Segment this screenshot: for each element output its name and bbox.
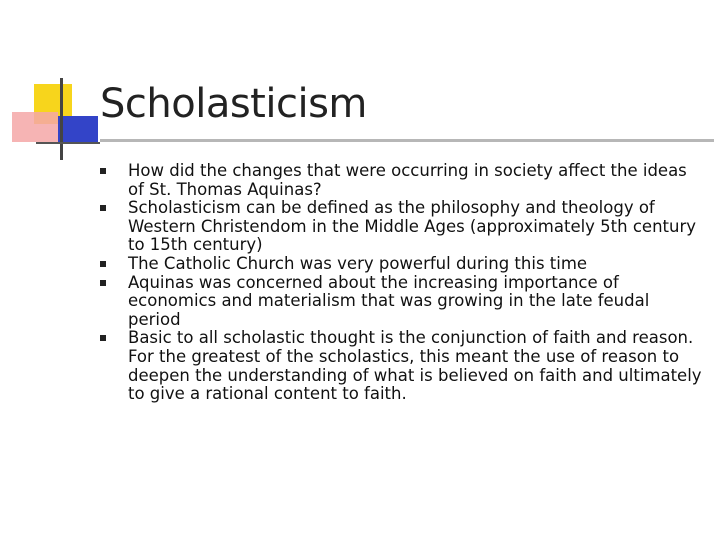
bullet-item-3 xyxy=(100,255,704,274)
decorative-horizontal-line xyxy=(36,142,100,144)
bullet-text: Aquinas was concerned about the increasing importance of economics and materialism that was growing in the late feudal period xyxy=(128,272,650,329)
bullet-item-1 xyxy=(100,162,704,199)
slide-title: Scholasticism xyxy=(100,81,367,127)
decorative-red-square xyxy=(12,112,58,142)
title-rule xyxy=(100,139,714,142)
bullet-text: Basic to all scholastic thought is the conjunction of faith and reason. For the greatest of the scholastics, this meant the use of reason to deepen the understanding of what is believed on faith and ultimately to give a rational content to faith. xyxy=(128,328,702,404)
bullet-item-4 xyxy=(100,274,704,330)
square-bullet-icon xyxy=(100,168,106,174)
square-bullet-icon xyxy=(100,335,106,341)
decorative-vertical-line xyxy=(60,78,63,160)
bullet-item-2 xyxy=(100,199,704,255)
decorative-blue-square xyxy=(58,116,98,142)
bullet-list xyxy=(100,162,704,404)
bullet-item-5 xyxy=(100,329,704,403)
square-bullet-icon xyxy=(100,205,106,211)
bullet-text: Scholasticism can be defined as the philosophy and theology of Western Christendom in the Middle Ages (approximately 5th century to 15th century) xyxy=(128,198,697,255)
bullet-text: The Catholic Church was very powerful during this time xyxy=(128,253,588,273)
square-bullet-icon xyxy=(100,280,106,286)
bullet-text: How did the changes that were occurring in society affect the ideas of St. Thomas Aquinas? xyxy=(128,161,687,199)
square-bullet-icon xyxy=(100,261,106,267)
